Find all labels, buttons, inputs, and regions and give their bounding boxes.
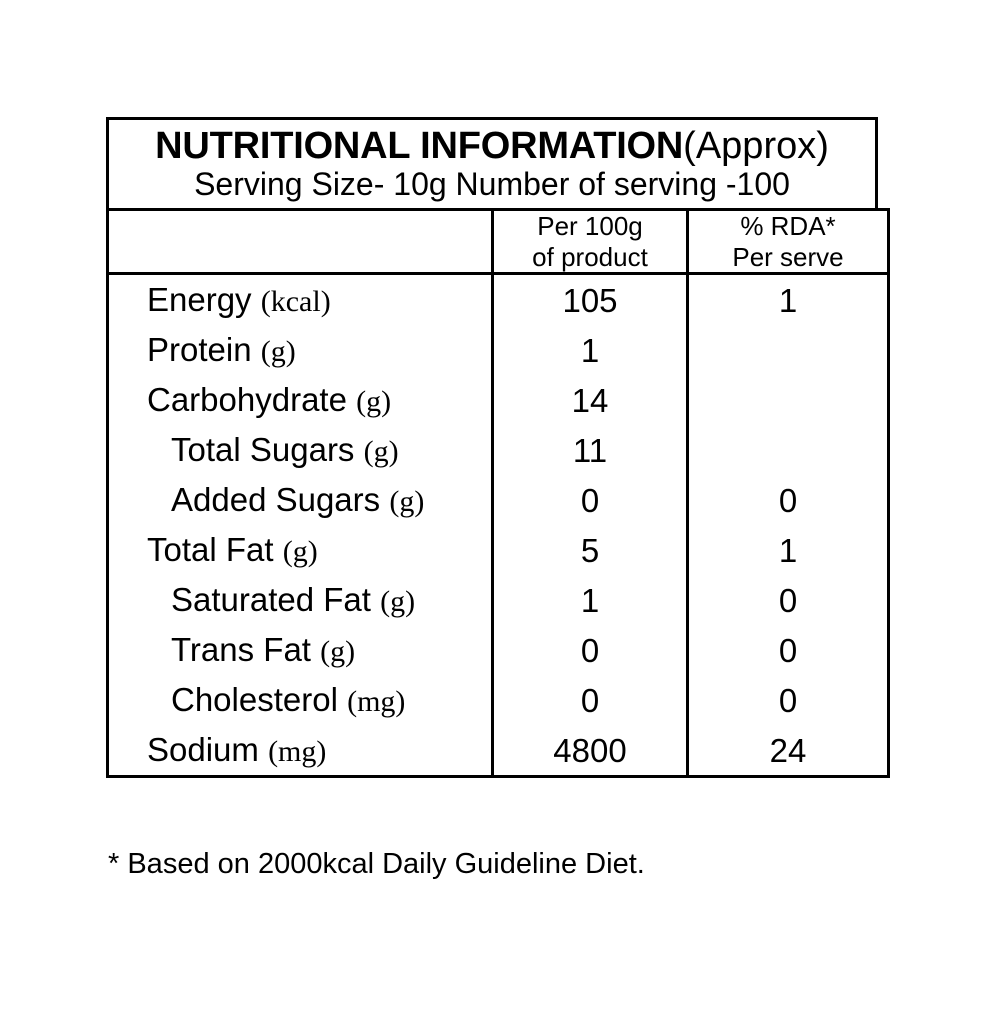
nutrient-name-cell xyxy=(108,274,493,326)
nutrient-per-100g-value: 105 xyxy=(493,274,688,326)
nutrient-name: Total Fat xyxy=(147,531,274,569)
nutrient-per-100g-value: 4800 xyxy=(493,725,688,777)
nutrient-per-100g-value: 0 xyxy=(493,675,688,725)
nutrient-rda-value xyxy=(688,425,889,475)
nutrient-rda-value xyxy=(688,375,889,425)
nutrient-unit: (kcal) xyxy=(260,285,331,319)
nutrient-name-cell xyxy=(108,375,493,425)
nutrition-table xyxy=(106,208,890,778)
nutrient-unit: (g) xyxy=(389,485,425,519)
table-header-row xyxy=(108,210,889,274)
table-row xyxy=(108,375,889,425)
nutrient-unit: (g) xyxy=(282,535,318,569)
nutrient-name-cell xyxy=(108,725,493,777)
table-row xyxy=(108,525,889,575)
nutrient-name: Added Sugars xyxy=(171,481,381,519)
table-row xyxy=(108,725,889,777)
nutrient-name: Cholesterol xyxy=(171,681,338,719)
table-row xyxy=(108,425,889,475)
header-rda-line1: % RDA* xyxy=(740,211,836,242)
nutrient-rda-value: 0 xyxy=(688,675,889,725)
nutrient-name: Trans Fat xyxy=(171,631,311,669)
serving-info: Serving Size- 10g Number of serving -100 xyxy=(194,166,790,203)
nutrient-name: Protein xyxy=(147,331,252,369)
footnote: * Based on 2000kcal Daily Guideline Diet. xyxy=(108,848,645,880)
label-title xyxy=(109,126,875,166)
nutrient-unit: (mg) xyxy=(268,735,327,769)
nutrient-unit: (g) xyxy=(363,435,399,469)
nutrient-unit: (g) xyxy=(356,385,392,419)
nutrient-unit: (g) xyxy=(320,635,356,669)
nutrient-name: Carbohydrate xyxy=(147,381,347,419)
nutrient-rda-value: 24 xyxy=(688,725,889,777)
nutrition-table-body xyxy=(108,210,889,777)
label-header xyxy=(106,117,878,208)
nutrient-name: Sodium xyxy=(147,731,259,769)
nutrient-name-cell xyxy=(108,575,493,625)
nutrient-name-cell xyxy=(108,525,493,575)
table-row xyxy=(108,675,889,725)
nutrient-unit: (g) xyxy=(260,335,296,369)
nutrient-unit: (mg) xyxy=(347,685,406,719)
nutrient-per-100g-value: 0 xyxy=(493,475,688,525)
header-per-100g-line1: Per 100g xyxy=(537,211,643,242)
nutrient-per-100g-value: 11 xyxy=(493,425,688,475)
header-cell-name xyxy=(108,210,493,274)
table-row xyxy=(108,575,889,625)
nutrient-name: Energy xyxy=(147,281,252,319)
nutrient-name-cell xyxy=(108,475,493,525)
nutrient-unit: (g) xyxy=(380,585,416,619)
nutrient-name-cell xyxy=(108,425,493,475)
nutrient-rda-value: 0 xyxy=(688,625,889,675)
nutrient-name-cell xyxy=(108,675,493,725)
header-cell-rda xyxy=(688,210,889,274)
table-row xyxy=(108,475,889,525)
nutrition-label-panel xyxy=(106,117,878,778)
label-title-main: NUTRITIONAL INFORMATION xyxy=(155,125,684,167)
nutrient-per-100g-value: 14 xyxy=(493,375,688,425)
nutrient-per-100g-value: 5 xyxy=(493,525,688,575)
table-row xyxy=(108,625,889,675)
header-rda-line2: Per serve xyxy=(732,241,844,272)
nutrient-rda-value: 0 xyxy=(688,575,889,625)
nutrient-per-100g-value: 0 xyxy=(493,625,688,675)
label-title-approx: (Approx) xyxy=(683,125,829,167)
nutrient-name-cell xyxy=(108,625,493,675)
nutrient-name: Saturated Fat xyxy=(171,581,371,619)
nutrient-name-cell xyxy=(108,325,493,375)
table-row xyxy=(108,325,889,375)
header-per-100g-line2: of product xyxy=(532,241,648,272)
nutrient-name: Total Sugars xyxy=(171,431,355,469)
nutrient-rda-value: 1 xyxy=(688,525,889,575)
header-cell-per-100g xyxy=(493,210,688,274)
nutrient-rda-value: 0 xyxy=(688,475,889,525)
table-row xyxy=(108,274,889,326)
nutrient-per-100g-value: 1 xyxy=(493,575,688,625)
nutrient-per-100g-value: 1 xyxy=(493,325,688,375)
nutrient-rda-value xyxy=(688,325,889,375)
nutrient-rda-value: 1 xyxy=(688,274,889,326)
